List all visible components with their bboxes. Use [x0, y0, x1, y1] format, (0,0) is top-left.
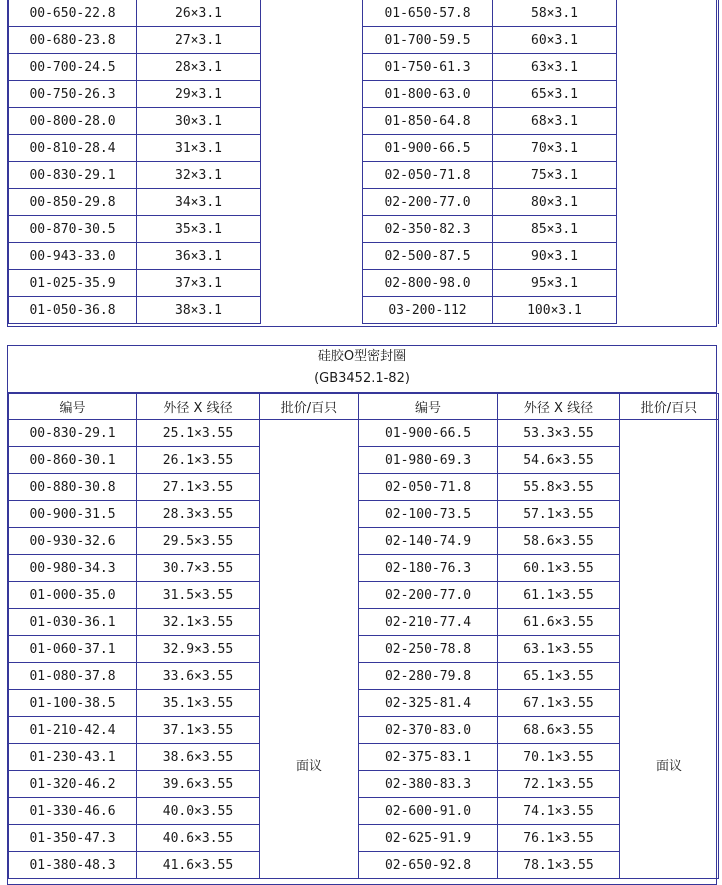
size-spec: 38.6×3.55: [137, 744, 260, 771]
table-row: [9, 501, 719, 528]
table-standard: (GB3452.1-82): [8, 368, 716, 393]
size-spec: 57.1×3.55: [498, 501, 620, 528]
col-header-code-left: 编号: [9, 394, 137, 420]
table-row: [9, 636, 719, 663]
price-cell-empty: [261, 81, 363, 108]
part-code: 02-280-79.8: [359, 663, 498, 690]
size-spec: 26.1×3.55: [137, 447, 260, 474]
col-header-size-left: 外径 X 线径: [137, 394, 260, 420]
price-cell-empty: [261, 189, 363, 216]
part-code: 00-830-29.1: [9, 162, 137, 189]
col-header-price-left: 批价/百只: [260, 394, 359, 420]
part-code: 01-350-47.3: [9, 825, 137, 852]
size-spec: 68×3.1: [493, 108, 617, 135]
size-spec: 53.3×3.55: [498, 420, 620, 447]
size-spec: 31.5×3.55: [137, 582, 260, 609]
table-row: [9, 243, 719, 270]
size-spec: 63.1×3.55: [498, 636, 620, 663]
col-header-size-right: 外径 X 线径: [498, 394, 620, 420]
size-spec: 60×3.1: [493, 27, 617, 54]
table-row: [9, 582, 719, 609]
part-code: 02-370-83.0: [359, 717, 498, 744]
size-spec: 26×3.1: [137, 0, 261, 27]
size-spec: 75×3.1: [493, 162, 617, 189]
table-row: [9, 216, 719, 243]
size-spec: 30×3.1: [137, 108, 261, 135]
table-row: [9, 474, 719, 501]
part-code: 01-850-64.8: [363, 108, 493, 135]
table-row: [9, 0, 719, 27]
size-spec: 28.3×3.55: [137, 501, 260, 528]
price-cell-empty: [617, 162, 719, 189]
part-code: 01-900-66.5: [363, 135, 493, 162]
part-code: 02-200-77.0: [359, 582, 498, 609]
part-code: 00-850-29.8: [9, 189, 137, 216]
part-code: 01-025-35.9: [9, 270, 137, 297]
size-spec: 67.1×3.55: [498, 690, 620, 717]
table-row: [9, 27, 719, 54]
part-code: 01-330-46.6: [9, 798, 137, 825]
size-spec: 25.1×3.55: [137, 420, 260, 447]
part-code: 02-800-98.0: [363, 270, 493, 297]
part-code: 02-100-73.5: [359, 501, 498, 528]
size-spec: 61.6×3.55: [498, 609, 620, 636]
part-code: 01-050-36.8: [9, 297, 137, 324]
size-spec: 85×3.1: [493, 216, 617, 243]
part-code: 01-080-37.8: [9, 663, 137, 690]
top-table-block: [7, 0, 717, 327]
part-code: 02-375-83.1: [359, 744, 498, 771]
table-row: [9, 609, 719, 636]
part-code: 01-000-35.0: [9, 582, 137, 609]
price-cell-empty: [617, 108, 719, 135]
part-code: 01-100-38.5: [9, 690, 137, 717]
size-spec: 63×3.1: [493, 54, 617, 81]
table-row: [9, 297, 719, 324]
size-spec: 32.1×3.55: [137, 609, 260, 636]
price-cell-empty: [261, 27, 363, 54]
size-spec: 38×3.1: [137, 297, 261, 324]
part-code: 01-900-66.5: [359, 420, 498, 447]
table-row: [9, 744, 719, 771]
part-code: 00-860-30.1: [9, 447, 137, 474]
price-cell-empty: [261, 297, 363, 324]
price-negotiable-left: 面议: [260, 420, 359, 879]
part-code: 01-800-63.0: [363, 81, 493, 108]
part-code: 00-700-24.5: [9, 54, 137, 81]
size-spec: 78.1×3.55: [498, 852, 620, 879]
size-spec: 33.6×3.55: [137, 663, 260, 690]
part-code: 01-210-42.4: [9, 717, 137, 744]
part-code: 01-750-61.3: [363, 54, 493, 81]
part-code: 00-810-28.4: [9, 135, 137, 162]
size-spec: 61.1×3.55: [498, 582, 620, 609]
size-spec: 95×3.1: [493, 270, 617, 297]
part-code: 02-250-78.8: [359, 636, 498, 663]
price-cell-empty: [617, 27, 719, 54]
size-spec: 34×3.1: [137, 189, 261, 216]
size-spec: 28×3.1: [137, 54, 261, 81]
price-cell-empty: [261, 108, 363, 135]
price-cell-empty: [261, 270, 363, 297]
price-cell-empty: [261, 135, 363, 162]
size-spec: 70.1×3.55: [498, 744, 620, 771]
part-code: 01-650-57.8: [363, 0, 493, 27]
table-row: [9, 555, 719, 582]
part-code: 02-650-92.8: [359, 852, 498, 879]
price-cell-empty: [261, 162, 363, 189]
price-cell-empty: [261, 216, 363, 243]
table-row: [9, 189, 719, 216]
size-spec: 37×3.1: [137, 270, 261, 297]
top-table: [8, 0, 719, 324]
size-spec: 54.6×3.55: [498, 447, 620, 474]
table-row: [9, 717, 719, 744]
price-cell-empty: [617, 243, 719, 270]
size-spec: 40.6×3.55: [137, 825, 260, 852]
size-spec: 90×3.1: [493, 243, 617, 270]
size-spec: 58×3.1: [493, 0, 617, 27]
size-spec: 39.6×3.55: [137, 771, 260, 798]
size-spec: 32.9×3.55: [137, 636, 260, 663]
part-code: 02-140-74.9: [359, 528, 498, 555]
price-cell-empty: [617, 81, 719, 108]
part-code: 00-930-32.6: [9, 528, 137, 555]
part-code: 02-050-71.8: [359, 474, 498, 501]
price-cell-empty: [261, 243, 363, 270]
part-code: 02-050-71.8: [363, 162, 493, 189]
part-code: 01-320-46.2: [9, 771, 137, 798]
size-spec: 65.1×3.55: [498, 663, 620, 690]
table-row: [9, 162, 719, 189]
part-code: 03-200-112: [363, 297, 493, 324]
size-spec: 27×3.1: [137, 27, 261, 54]
size-spec: 31×3.1: [137, 135, 261, 162]
price-cell-empty: [617, 297, 719, 324]
size-spec: 40.0×3.55: [137, 798, 260, 825]
price-cell-empty: [617, 216, 719, 243]
size-spec: 55.8×3.55: [498, 474, 620, 501]
part-code: 01-980-69.3: [359, 447, 498, 474]
size-spec: 68.6×3.55: [498, 717, 620, 744]
size-spec: 29.5×3.55: [137, 528, 260, 555]
silicone-oring-table: [8, 393, 719, 879]
part-code: 02-600-91.0: [359, 798, 498, 825]
part-code: 00-880-30.8: [9, 474, 137, 501]
header-row: [9, 394, 719, 420]
part-code: 00-830-29.1: [9, 420, 137, 447]
table-row: [9, 663, 719, 690]
part-code: 02-200-77.0: [363, 189, 493, 216]
size-spec: 72.1×3.55: [498, 771, 620, 798]
size-spec: 80×3.1: [493, 189, 617, 216]
part-code: 02-625-91.9: [359, 825, 498, 852]
table-row: [9, 798, 719, 825]
price-cell-empty: [261, 0, 363, 27]
price-cell-empty: [617, 54, 719, 81]
part-code: 00-750-26.3: [9, 81, 137, 108]
price-cell-empty: [617, 270, 719, 297]
table-row: [9, 690, 719, 717]
table-row: [9, 270, 719, 297]
table-row: [9, 108, 719, 135]
size-spec: 37.1×3.55: [137, 717, 260, 744]
table-row: [9, 852, 719, 879]
silicone-oring-table-block: [7, 345, 717, 885]
table-row: [9, 528, 719, 555]
part-code: 00-900-31.5: [9, 501, 137, 528]
price-negotiable-right: 面议: [620, 420, 719, 879]
size-spec: 41.6×3.55: [137, 852, 260, 879]
table-row: [9, 135, 719, 162]
part-code: 00-980-34.3: [9, 555, 137, 582]
price-cell-empty: [617, 135, 719, 162]
size-spec: 35.1×3.55: [137, 690, 260, 717]
size-spec: 36×3.1: [137, 243, 261, 270]
size-spec: 65×3.1: [493, 81, 617, 108]
size-spec: 29×3.1: [137, 81, 261, 108]
table-row: [9, 771, 719, 798]
part-code: 00-800-28.0: [9, 108, 137, 135]
part-code: 01-030-36.1: [9, 609, 137, 636]
part-code: 02-350-82.3: [363, 216, 493, 243]
table-row: [9, 447, 719, 474]
part-code: 01-060-37.1: [9, 636, 137, 663]
part-code: 01-700-59.5: [363, 27, 493, 54]
size-spec: 74.1×3.55: [498, 798, 620, 825]
part-code: 02-210-77.4: [359, 609, 498, 636]
size-spec: 70×3.1: [493, 135, 617, 162]
part-code: 00-943-33.0: [9, 243, 137, 270]
part-code: 02-380-83.3: [359, 771, 498, 798]
size-spec: 30.7×3.55: [137, 555, 260, 582]
table-row: [9, 825, 719, 852]
size-spec: 35×3.1: [137, 216, 261, 243]
size-spec: 27.1×3.55: [137, 474, 260, 501]
col-header-code-right: 编号: [359, 394, 498, 420]
price-cell-empty: [261, 54, 363, 81]
table-title: 硅胶O型密封圈: [317, 349, 407, 364]
table-row: [9, 54, 719, 81]
price-cell-empty: [617, 189, 719, 216]
part-code: 02-325-81.4: [359, 690, 498, 717]
part-code: 00-650-22.8: [9, 0, 137, 27]
size-spec: 100×3.1: [493, 297, 617, 324]
part-code: 01-380-48.3: [9, 852, 137, 879]
part-code: 01-230-43.1: [9, 744, 137, 771]
col-header-price-right: 批价/百只: [620, 394, 719, 420]
size-spec: 76.1×3.55: [498, 825, 620, 852]
part-code: 02-180-76.3: [359, 555, 498, 582]
part-code: 00-680-23.8: [9, 27, 137, 54]
price-cell-empty: [617, 0, 719, 27]
size-spec: 58.6×3.55: [498, 528, 620, 555]
table-row: [9, 81, 719, 108]
size-spec: 32×3.1: [137, 162, 261, 189]
size-spec: 60.1×3.55: [498, 555, 620, 582]
table-row: [9, 420, 719, 447]
part-code: 00-870-30.5: [9, 216, 137, 243]
part-code: 02-500-87.5: [363, 243, 493, 270]
